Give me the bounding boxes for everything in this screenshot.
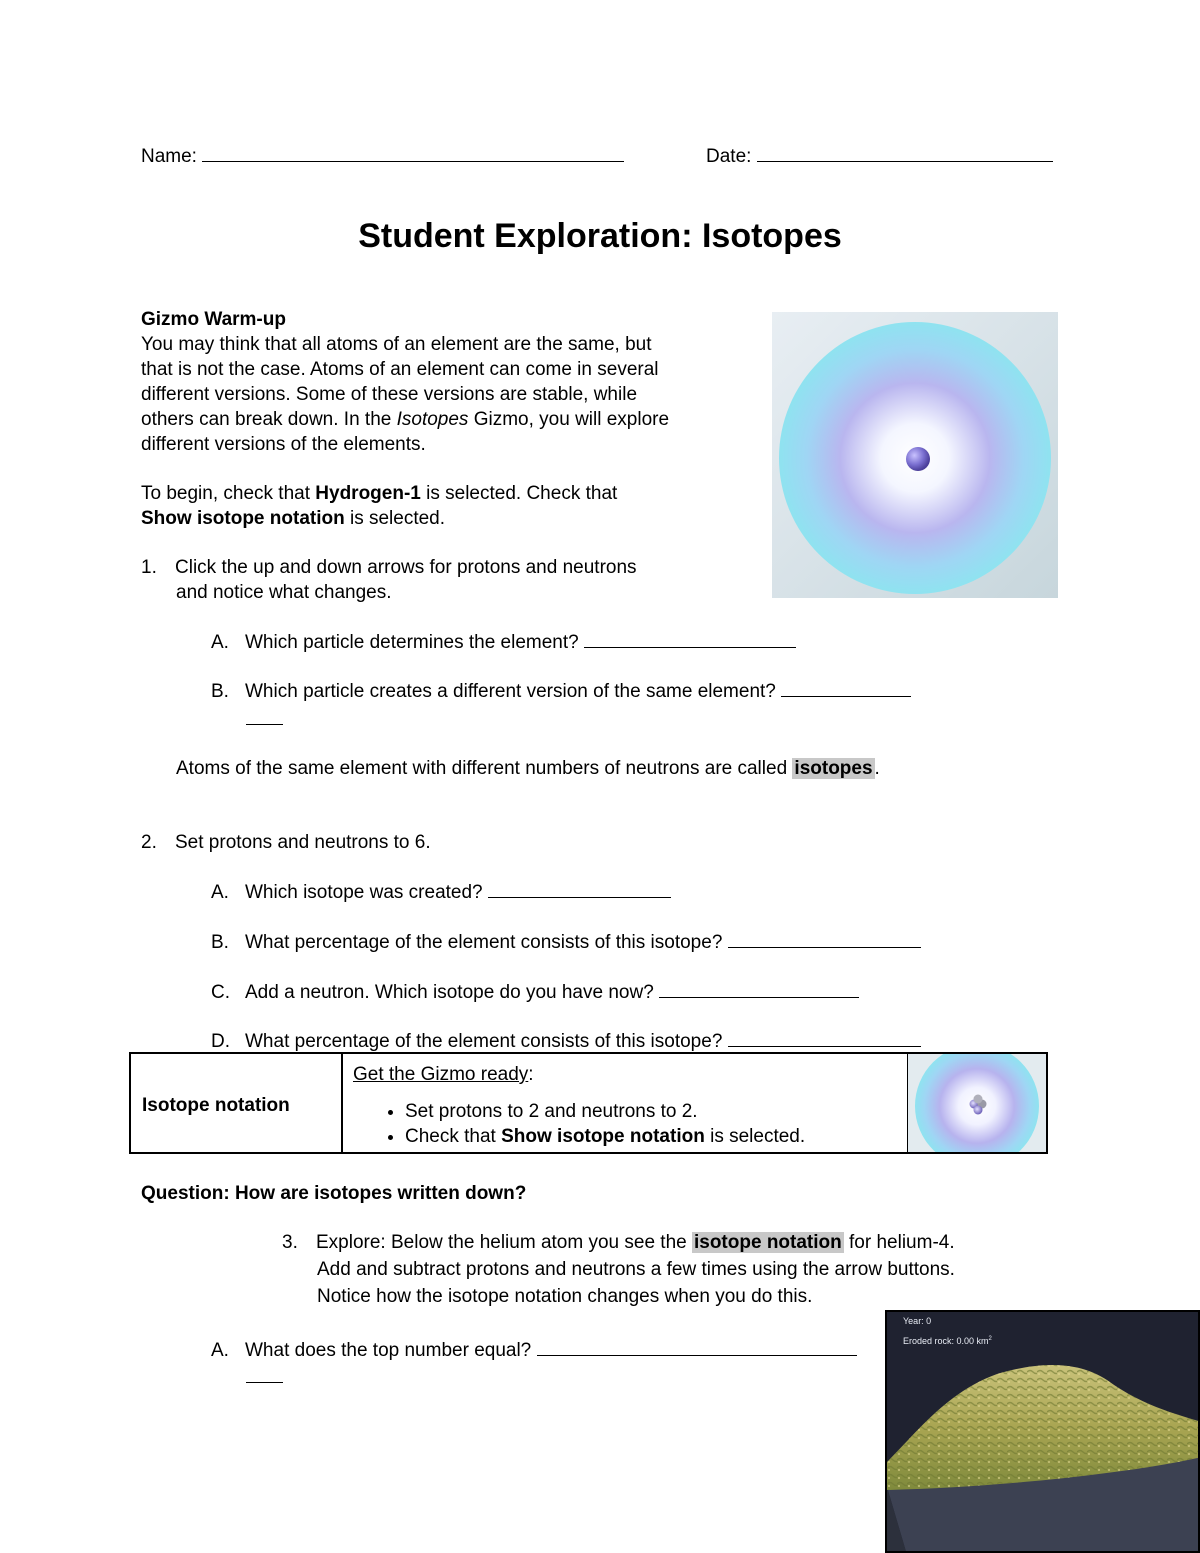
warmup-line-2: that is not the case. Atoms of an element can come in several (141, 359, 659, 380)
warmup-heading: Gizmo Warm-up (141, 309, 286, 330)
name-label: Name: (141, 146, 197, 167)
hydrogen-atom-image (772, 312, 1058, 598)
warmup-section (141, 307, 669, 531)
q1b: B. Which particle creates a different version of the same element? (211, 678, 911, 704)
q2-text: Set protons and neutrons to 6. (175, 832, 431, 853)
box-label-cell (131, 1054, 343, 1152)
name-field[interactable] (141, 143, 624, 169)
page-title: Student Exploration: Isotopes (358, 217, 842, 255)
q2c-blank[interactable] (659, 979, 859, 998)
question-2 (141, 830, 431, 855)
warmup-line-3: different versions. Some of these versions are stable, while (141, 384, 638, 405)
eroded-rock-readout: Eroded rock: 0.00 $km^2$ (903, 1336, 992, 1346)
warmup-line-4: others can break down. In the Isotopes Gizmo, you will explore (141, 409, 670, 430)
q1-line-1: Click the up and down arrows for protons and neutrons (175, 557, 637, 578)
q2-number: 2. (141, 832, 157, 853)
q3a: A. What does the top number equal? (211, 1337, 857, 1363)
q3a-blank-continuation[interactable] (246, 1382, 283, 1383)
q1b-blank[interactable] (781, 678, 911, 697)
q3a-blank[interactable] (537, 1337, 857, 1356)
q1a-text: Which particle determines the element? (245, 632, 579, 653)
warmup-line-5: different versions of the elements. (141, 434, 426, 455)
warmup-line-1: You may think that all atoms of an element are the same, but (141, 334, 652, 355)
date-label: Date: (706, 146, 752, 167)
q3-number: 3. (282, 1232, 298, 1253)
gizmo-ready-box (129, 1052, 1048, 1154)
q3-line-2: Add and subtract protons and neutrons a few times using the arrow buttons. (317, 1259, 955, 1280)
q1-line-2: and notice what changes. (176, 582, 392, 603)
bullet-2: • Check that Show isotope notation is selected. (405, 1124, 805, 1149)
q2a-text: Which isotope was created? (245, 882, 483, 903)
q1a-blank[interactable] (584, 629, 796, 648)
question-3: 3. Explore: Below the helium atom you see the isotope notation for helium-4. Add and subtract protons and neutrons a few times using the arrow buttons. Notice how the isotope notation changes when you do this. (282, 1232, 955, 1307)
q3a-text: What does the top number equal? (245, 1340, 532, 1361)
question-1 (141, 555, 637, 605)
q1-number: 1. (141, 557, 157, 578)
ready-bullets (343, 1099, 805, 1149)
q1a: A. Which particle determines the element? (211, 629, 796, 655)
get-ready-heading: Get the Gizmo ready (353, 1064, 529, 1085)
q2c-text: Add a neutron. Which isotope do you have now? (245, 982, 654, 1003)
date-field[interactable] (706, 143, 1053, 169)
begin-line-1: To begin, check that Hydrogen-1 is selected. Check that (141, 483, 618, 504)
box-instructions-cell: Get the Gizmo ready: • Set protons to 2 and neutrons to 2. • Check that Show isotope notation is selected. (343, 1054, 907, 1152)
q2b-blank[interactable] (728, 929, 921, 948)
q2d-text: What percentage of the element consists of this isotope? (245, 1031, 723, 1052)
q1b-blank-continuation[interactable] (246, 724, 283, 725)
helium-atom-image (907, 1054, 1046, 1152)
q2b: B. What percentage of the element consists of this isotope? (211, 929, 921, 955)
q2d-blank[interactable] (728, 1028, 921, 1047)
date-blank[interactable] (757, 143, 1053, 162)
bullet-1: • Set protons to 2 and neutrons to 2. (405, 1099, 805, 1124)
q2d: D. What percentage of the element consists of this isotope? (211, 1028, 921, 1054)
isotopes-highlight: isotopes (794, 758, 873, 779)
q2a: A. Which isotope was created? (211, 879, 671, 905)
q2a-blank[interactable] (488, 879, 671, 898)
box-label: Isotope notation (142, 1095, 290, 1116)
isotope-notation-highlight: isotope notation (693, 1232, 842, 1253)
q1b-text: Which particle creates a different version of the same element? (245, 681, 776, 702)
isotopes-definition: Atoms of the same element with different numbers of neutrons are called isotopes . (176, 758, 880, 779)
q3-line-3: Notice how the isotope notation changes when you do this. (317, 1286, 813, 1307)
year-readout: Year: 0 (903, 1316, 932, 1326)
erosion-simulation-image (885, 1310, 1200, 1553)
begin-line-2: Show isotope notation is selected. (141, 508, 446, 529)
name-blank[interactable] (202, 143, 624, 162)
q2c: C. Add a neutron. Which isotope do you have now? (211, 979, 859, 1005)
q2b-text: What percentage of the element consists of this isotope? (245, 932, 723, 953)
question-heading: Question: How are isotopes written down? (141, 1183, 527, 1204)
